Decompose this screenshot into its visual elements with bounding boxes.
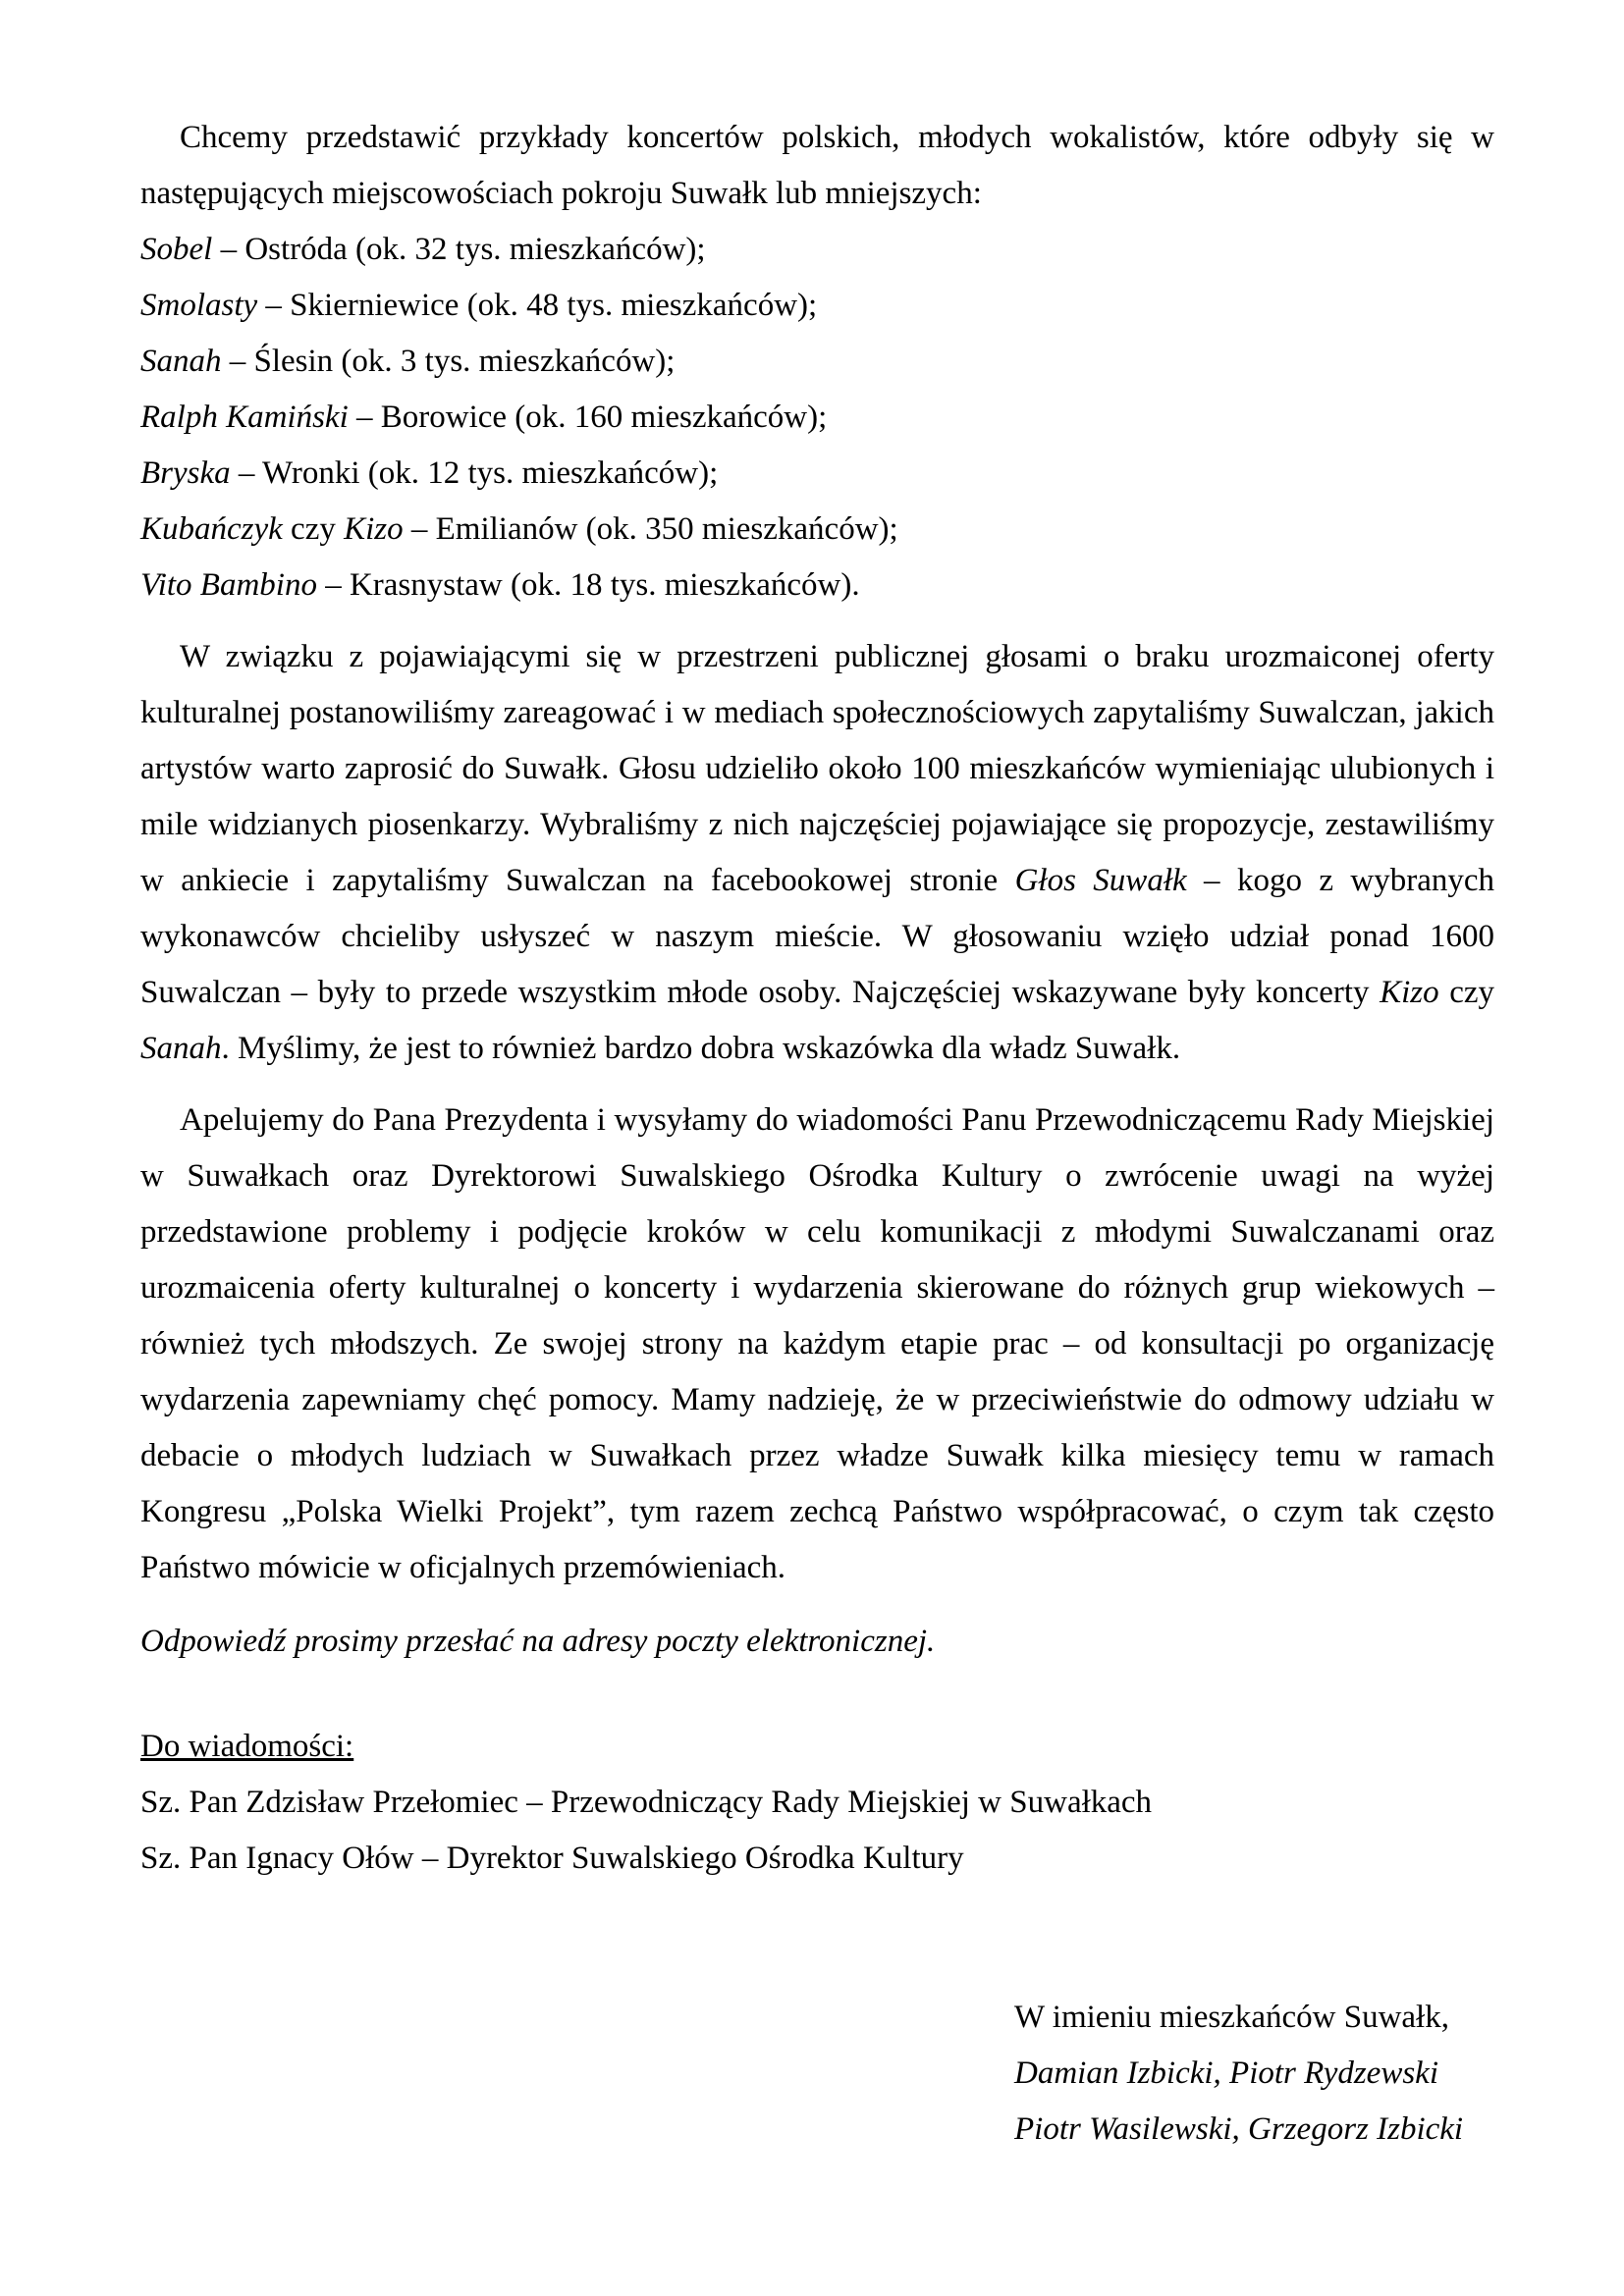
artist-name: Ralph Kamiński bbox=[140, 400, 349, 435]
survey-text: . Myślimy, że jest to również bardzo dobra wskazówka dla władz Suwałk. bbox=[221, 1031, 1181, 1066]
list-item bbox=[140, 502, 1494, 558]
list-item bbox=[140, 222, 1494, 278]
artist-name: Sanah bbox=[140, 1031, 222, 1066]
list-item bbox=[140, 334, 1494, 390]
cc-recipient: Sz. Pan Ignacy Ołów – Dyrektor Suwalskiego Ośrodka Kultury bbox=[140, 1841, 964, 1876]
list-item bbox=[140, 390, 1494, 446]
list-item bbox=[140, 446, 1494, 502]
survey-paragraph bbox=[140, 629, 1494, 1077]
signature-names: Damian Izbicki, Piotr Rydzewski bbox=[1014, 2056, 1438, 2091]
list-item bbox=[140, 278, 1494, 334]
concert-details: – Borowice (ok. 160 mieszkańców); bbox=[348, 400, 828, 435]
cc-recipient: Sz. Pan Zdzisław Przełomiec – Przewodniczący Rady Miejskiej w Suwałkach bbox=[140, 1785, 1153, 1820]
concert-details: – Ślesin (ok. 3 tys. mieszkańców); bbox=[221, 344, 676, 379]
letter-body bbox=[140, 110, 1494, 1887]
intro-text: Chcemy przedstawić przykłady koncertów polskich, młodych wokalistów, które odbyły się w następujących miejscowościach pokroju Suwałk lub mniejszych: bbox=[140, 120, 1494, 211]
signature-names: Piotr Wasilewski, Grzegorz Izbicki bbox=[1014, 2111, 1464, 2147]
survey-text: – kogo z wybranych wykonawców chcieliby usłyszeć w naszym mieście. W głosowaniu wzięło udział ponad 1600 Suwalczan – były to przede wszystkim młode osoby. Najczęściej wskazywane były koncerty bbox=[140, 863, 1494, 1010]
connector-text: czy bbox=[282, 511, 345, 547]
artist-name: Kizo bbox=[344, 511, 404, 547]
concert-details: – Emilianów (ok. 350 mieszkańców); bbox=[403, 511, 898, 547]
signature-block bbox=[1014, 1990, 1525, 2158]
artist-name: Kizo bbox=[1380, 975, 1439, 1010]
artist-name: Bryska bbox=[140, 455, 231, 491]
artist-name: Sobel bbox=[140, 232, 213, 267]
facebook-page-name: Głos Suwałk bbox=[1014, 863, 1187, 898]
survey-text: W związku z pojawiającymi się w przestrzeni publicznej głosami o braku urozmaiconej oferty kulturalnej postanowiliśmy zareagować i w mediach społecznościowych zapytaliśmy Suwalczan, jakich artystów warto zaprosić do Suwałk. Głosu udzieliło około 100 mieszkańców wymieniając ulubionych i mile widzianych piosenkarzy. Wybraliśmy z nich najczęściej pojawiające się propozycje, zestawiliśmy w ankiecie i zapytaliśmy Suwalczan na facebookowej stronie bbox=[140, 639, 1494, 898]
appeal-paragraph: Apelujemy do Pana Prezydenta i wysyłamy do wiadomości Panu Przewodniczącemu Rady Miejskiej w Suwałkach oraz Dyrektorowi Suwalskiego Ośrodka Kultury o zwrócenie uwagi na wyżej przedstawione problemy i podjęcie kroków w celu komunikacji z młodymi Suwalczanami oraz urozmaicenia oferty kulturalnej o koncerty i wydarzenia skierowane do różnych grup wiekowych – również tych młodszych. Ze swojej strony na każdym etapie prac – od konsultacji po organizację wydarzenia zapewniamy chęć pomocy. Mamy nadzieję, że w przeciwieństwie do odmowy udziału w debacie o młodych ludziach w Suwałkach przez władze Suwałk kilka miesięcy temu w ramach Kongresu „Polska Wielki Projekt”, tym razem zechcą Państwo współpracować, o czym tak często Państwo mówicie w oficjalnych przemówieniach. bbox=[140, 1102, 1494, 1585]
artist-name: Smolasty bbox=[140, 288, 258, 323]
concert-list bbox=[140, 222, 1494, 614]
artist-name: Vito Bambino bbox=[140, 567, 317, 603]
artist-name: Sanah bbox=[140, 344, 222, 379]
concert-details: – Krasnystaw (ok. 18 tys. mieszkańców). bbox=[316, 567, 860, 603]
artist-name: Kubańczyk bbox=[140, 511, 283, 547]
cc-title: Do wiadomości: bbox=[140, 1729, 354, 1764]
cc-section bbox=[140, 1719, 1494, 1887]
concert-details: – Skierniewice (ok. 48 tys. mieszkańców); bbox=[257, 288, 818, 323]
concert-details: – Ostróda (ok. 32 tys. mieszkańców); bbox=[212, 232, 706, 267]
concert-details: – Wronki (ok. 12 tys. mieszkańców); bbox=[230, 455, 719, 491]
response-request: Odpowiedź prosimy przesłać na adresy poczty elektronicznej. bbox=[140, 1624, 936, 1659]
list-item bbox=[140, 558, 1494, 614]
signature-intro: W imieniu mieszkańców Suwałk, bbox=[1014, 2000, 1449, 2035]
intro-paragraph bbox=[140, 110, 1494, 222]
survey-text: czy bbox=[1438, 975, 1495, 1010]
